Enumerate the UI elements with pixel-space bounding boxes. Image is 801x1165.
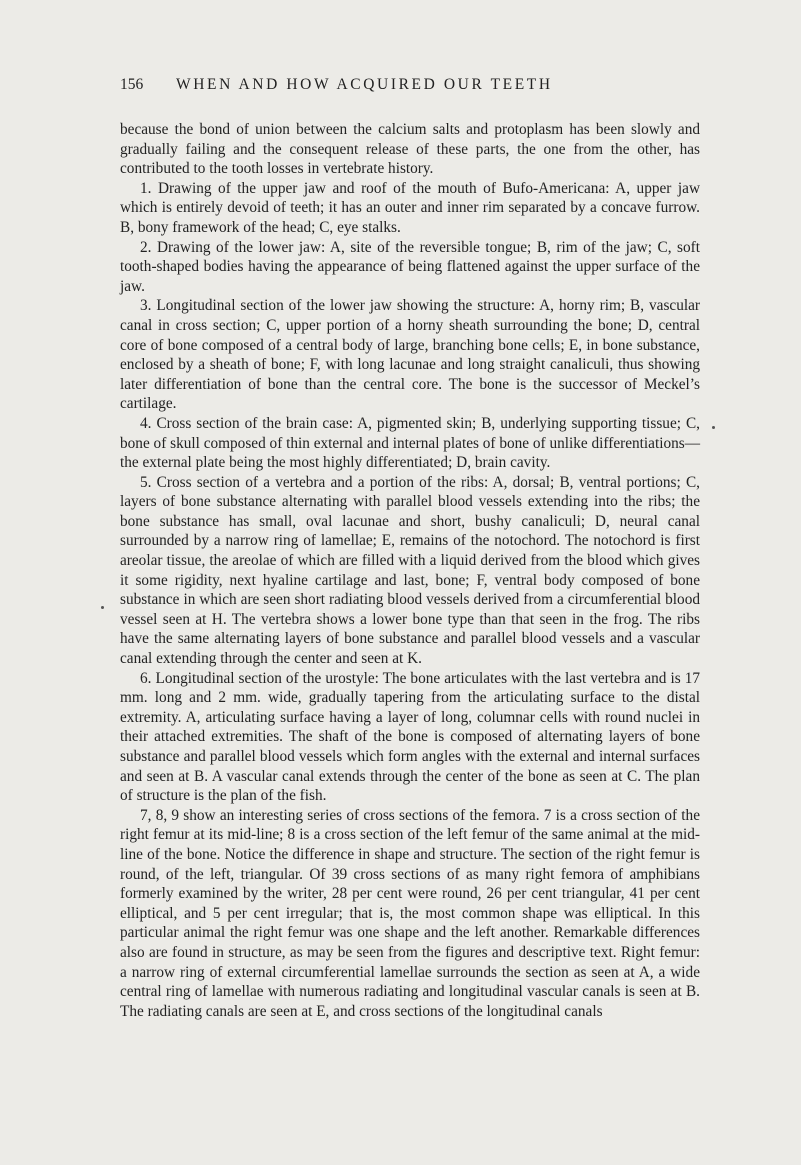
running-title: WHEN AND HOW ACQUIRED OUR TEETH bbox=[176, 76, 553, 93]
paragraph-continuation: because the bond of union between the calcium salts and protoplasm has been slowly and gradually failing and the consequent release of these parts, the one from the other, has contributed to the tooth losses in vertebrate history. bbox=[120, 121, 700, 178]
paragraph-figure-3: 3. Longitudinal section of the lower jaw showing the structure: A, horny rim; B, vascular canal in cross section; C, upper portion of a horny sheath surrounding the bone; D, central core of bone composed of a central body of large, branching bone cells; E, in bone substance, enclosed by a sheath of bone; F, with long lacunae and long straight canaliculi, thus showing later differentiation of bone than the central core. The bone is the successor of Meckel’s cartilage. bbox=[120, 297, 700, 413]
margin-speck bbox=[712, 426, 715, 429]
paragraph-figure-6: 6. Longitudinal section of the urostyle: The bone articulates with the last vertebra and is 17 mm. long and 2 mm. wide, gradually tapering from the articulating surface to the distal extremity. A, articulating surface having a layer of long, columnar cells with round nuclei in their attached extremities. The shaft of the bone is composed of alternating layers of bone substance and parallel blood vessels which form angles with the external and internal surfaces and seen at B. A vascular canal extends through the center of the bone as seen at C. The plan of structure is the plan of the fish. bbox=[120, 669, 700, 805]
paragraph-figures-7-8-9: 7, 8, 9 show an interesting series of cross sections of the femora. 7 is a cross section of the right femur at its mid-line; 8 is a cross section of the left femur of the same animal at the mid-line of the bone. Notice the difference in shape and structure. The section of the right femur is round, of the left, triangular. Of 39 cross sections of as many right femora of amphibians formerly examined by the writer, 28 per cent were round, 26 per cent triangular, 41 per cent elliptical, and 5 per cent irregular; that is, the most common shape was elliptical. In this particular animal the right femur was one shape and the left another. Remarkable differences also are found in structure, as may be seen from the figures and descriptive text. Right femur: a narrow ring of external circumferential lamellae surrounds the section as seen at A, a wide central ring of lamellae with numerous radiating and longitudinal vascular canals is seen at B. The radiating canals are seen at E, and cross sections of the longitudinal canals bbox=[120, 806, 700, 1020]
body-text bbox=[120, 120, 700, 1021]
paragraph-figure-2: 2. Drawing of the lower jaw: A, site of the reversible tongue; B, rim of the jaw; C, soft tooth-shaped bodies having the appearance of being flattened against the upper surface of the jaw. bbox=[120, 238, 700, 295]
paragraph-figure-5: 5. Cross section of a vertebra and a portion of the ribs: A, dorsal; B, ventral portions; C, layers of bone substance alternating with parallel blood vessels extending into the ribs; the bone substance has small, oval lacunae and short, bushy canaliculi; D, neural canal surrounded by a narrow ring of lamellae; E, remains of the notochord. The notochord is first areolar tissue, the areolae of which are filled with a liquid derived from the blood which gives it some rigidity, next hyaline cartilage and last, bone; F, ventral body composed of bone substance in which are seen short radiating blood vessels derived from a circumferential blood vessel seen at H. The vertebra shows a lower bone type than that seen in the frog. The ribs have the same alternating layers of bone substance and parallel blood vessels and a vascular canal extending through the center and seen at K. bbox=[120, 473, 700, 668]
paragraph-figure-4: 4. Cross section of the brain case: A, pigmented skin; B, underlying supporting tissue; C, bone of skull composed of thin external and internal plates of bone of unlike differentiations—the external plate being the most highly differentiated; D, brain cavity. bbox=[120, 414, 700, 472]
margin-speck bbox=[101, 606, 104, 609]
paragraph-figure-1: 1. Drawing of the upper jaw and roof of the mouth of Bufo-Americana: A, upper jaw which is entirely devoid of teeth; it has an outer and inner rim separated by a concave furrow. B, bony framework of the head; C, eye stalks. bbox=[120, 179, 700, 236]
running-head bbox=[120, 76, 700, 94]
page-number: 156 bbox=[120, 76, 144, 93]
